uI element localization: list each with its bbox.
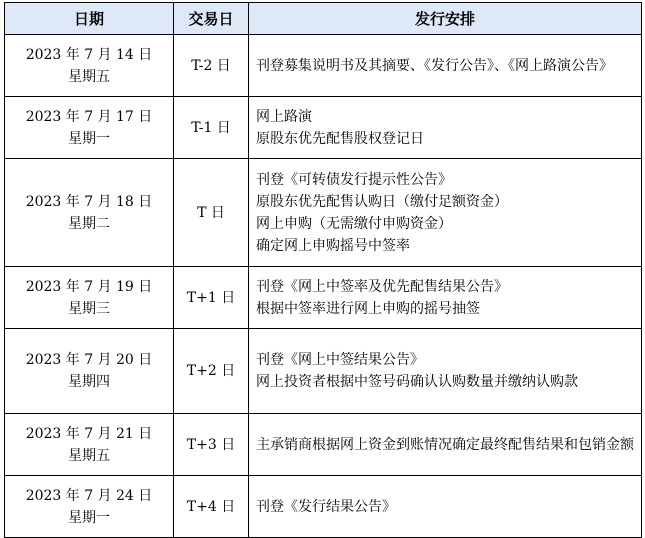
arrangement-cell: [249, 159, 642, 267]
arrangement-cell: [249, 414, 642, 476]
arrangement-item: 确定网上申购摇号中签率: [256, 237, 410, 254]
weekday-text: 星期三: [68, 300, 110, 317]
table-row: [5, 267, 642, 329]
arrangement-item: 网上申购（无需缴付申购资金）: [256, 215, 452, 232]
date-text: 2023 年 7 月 24 日: [25, 487, 153, 504]
arrangement-cell: [249, 35, 642, 97]
date-cell: [5, 97, 174, 159]
arrangement-item: 根据中签率进行网上申购的摇号抽签: [256, 300, 480, 317]
header-arrangement: 发行安排: [249, 3, 642, 35]
arrangement-item: 刊登《发行结果公告》: [256, 498, 396, 515]
weekday-text: 星期五: [68, 447, 110, 464]
table-row: [5, 414, 642, 476]
date-text: 2023 年 7 月 14 日: [25, 46, 153, 63]
arrangement-cell: [249, 97, 642, 159]
date-cell: [5, 267, 174, 329]
table-header-row: [5, 3, 642, 35]
date-cell: [5, 35, 174, 97]
date-cell: [5, 329, 174, 414]
arrangement-item: 刊登《网上中签结果公告》: [256, 352, 424, 368]
table-row: [5, 476, 642, 538]
weekday-text: 星期一: [68, 509, 110, 526]
weekday-text: 星期五: [68, 68, 110, 85]
arrangement-cell: [249, 329, 642, 414]
arrangement-item: 原股东优先配售股权登记日: [256, 130, 424, 147]
date-text: 2023 年 7 月 18 日: [25, 193, 153, 210]
arrangement-item: 网上路演: [256, 108, 312, 125]
date-cell: [5, 476, 174, 538]
header-date: 日期: [5, 3, 174, 35]
trading-day-cell: T+1 日: [174, 267, 249, 329]
table-row: [5, 97, 642, 159]
table-row: [5, 35, 642, 97]
date-text: 2023 年 7 月 17 日: [25, 108, 153, 125]
date-cell: [5, 414, 174, 476]
trading-day-cell: T+2 日: [174, 329, 249, 414]
arrangement-item: 网上投资者根据中签号码确认认购数量并缴纳认购款: [256, 374, 578, 390]
arrangement-item: 刊登募集说明书及其摘要、《发行公告》、《网上路演公告》: [256, 57, 613, 74]
date-text: 2023 年 7 月 21 日: [25, 425, 153, 442]
arrangement-cell: [249, 267, 642, 329]
header-trading-day: 交易日: [174, 3, 249, 35]
date-text: 2023 年 7 月 19 日: [25, 278, 153, 295]
weekday-text: 星期二: [68, 215, 110, 232]
table-row: [5, 329, 642, 414]
issuance-schedule-table: [4, 2, 642, 538]
weekday-text: 星期一: [68, 130, 110, 147]
arrangement-item: 刊登《网上中签率及优先配售结果公告》: [256, 278, 508, 295]
trading-day-cell: T 日: [174, 159, 249, 267]
date-text: 2023 年 7 月 20 日: [25, 352, 153, 368]
arrangement-item: 刊登《可转债发行提示性公告》: [256, 171, 452, 188]
date-cell: [5, 159, 174, 267]
arrangement-item: 原股东优先配售认购日（缴付足额资金）: [256, 193, 508, 210]
trading-day-cell: T+3 日: [174, 414, 249, 476]
arrangement-item: 主承销商根据网上资金到账情况确定最终配售结果和包销金额: [256, 436, 634, 453]
arrangement-cell: [249, 476, 642, 538]
trading-day-cell: T-2 日: [174, 35, 249, 97]
trading-day-cell: T+4 日: [174, 476, 249, 538]
trading-day-cell: T-1 日: [174, 97, 249, 159]
weekday-text: 星期四: [68, 374, 110, 390]
table-row: [5, 159, 642, 267]
